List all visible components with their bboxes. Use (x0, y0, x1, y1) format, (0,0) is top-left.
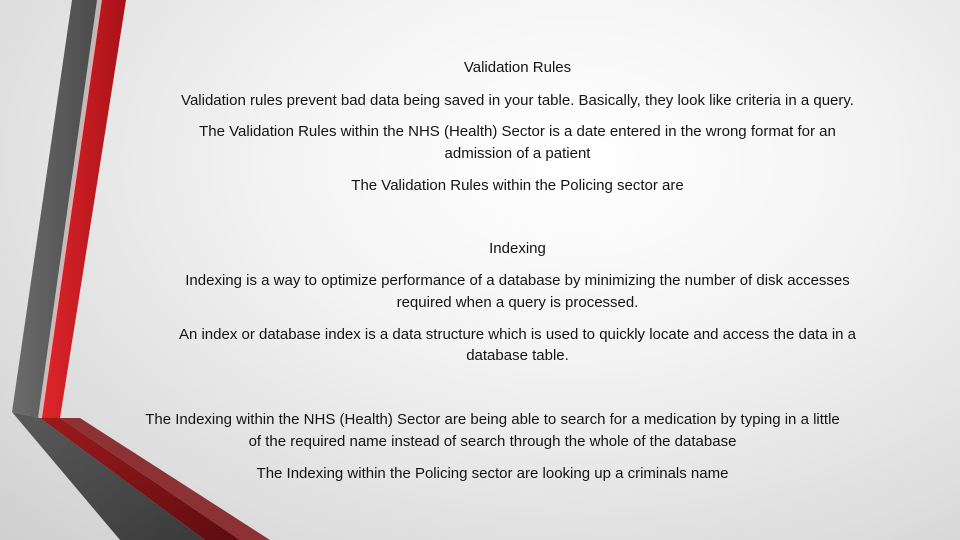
validation-heading: Validation Rules (463, 59, 572, 76)
indexing-nhs-line-1: The Indexing within the NHS (Health) Sector are being able to search for a medication by typing in a little (145, 411, 840, 428)
validation-nhs-line-2: admission of a patient (444, 145, 591, 162)
validation-intro: Validation rules prevent bad data being saved in your table. Basically, they look like criteria in a query. (181, 92, 854, 109)
indexing-intro-line-1: Indexing is a way to optimize performance of a database by minimizing the number of disk accesses (185, 272, 850, 289)
indexing-definition-line-1: An index or database index is a data structure which is used to quickly locate and access the data in a (178, 326, 857, 343)
slide-content (120, 0, 915, 540)
validation-nhs-line-1: The Validation Rules within the NHS (Health) Sector is a date entered in the wrong format for an (199, 123, 836, 140)
indexing-intro-line-2: required when a query is processed. (396, 294, 639, 311)
indexing-nhs-line-2: of the required name instead of search through the whole of the database (248, 433, 737, 450)
indexing-policing: The Indexing within the Policing sector are looking up a criminals name (256, 465, 729, 482)
indexing-definition-line-2: database table. (466, 347, 569, 364)
indexing-heading: Indexing (489, 240, 546, 257)
validation-policing: The Validation Rules within the Policing sector are (351, 177, 684, 194)
